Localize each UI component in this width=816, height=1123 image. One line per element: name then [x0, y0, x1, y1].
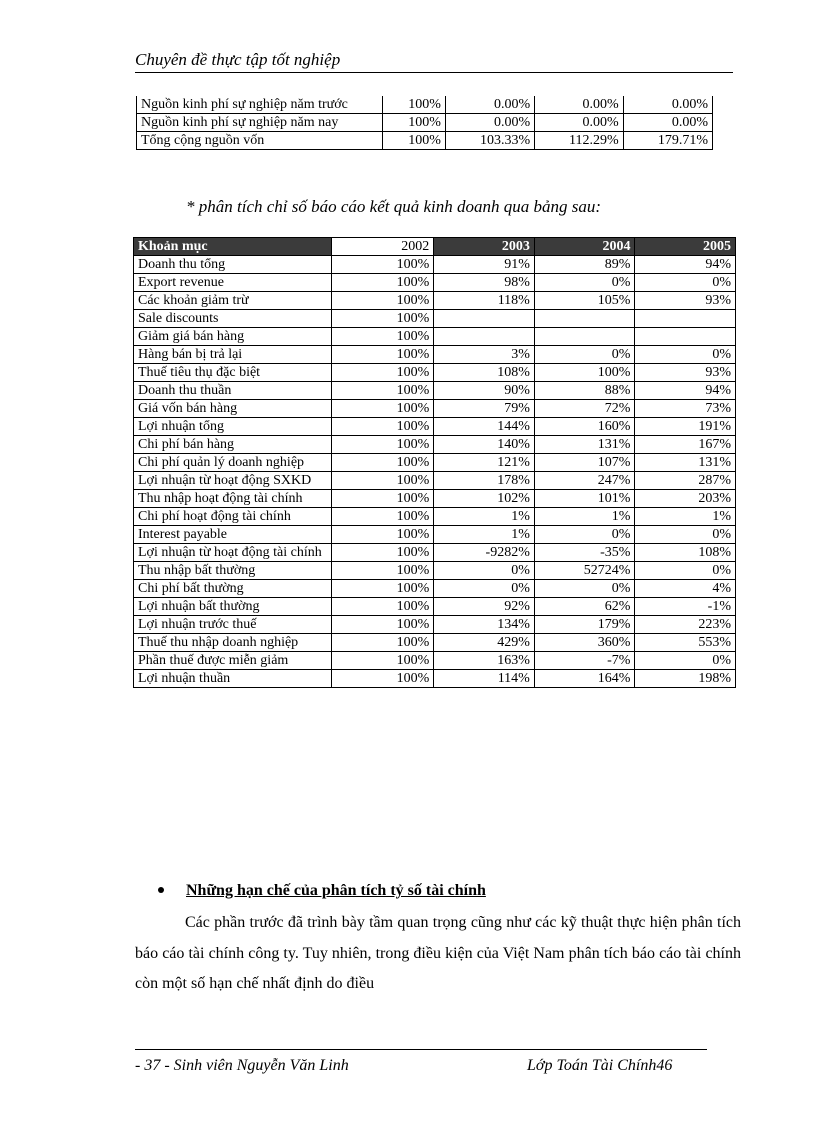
table-row: [134, 580, 736, 598]
cell: 100%: [383, 132, 446, 150]
cell: 100%: [383, 114, 446, 132]
cell: [635, 310, 736, 328]
table-header-row: [134, 238, 736, 256]
cell: 191%: [635, 418, 736, 436]
body-paragraph: [135, 908, 741, 1000]
row-label: Lợi nhuận tổng: [134, 418, 332, 436]
cell: [534, 328, 635, 346]
income-ratio-table: [133, 237, 736, 688]
table-row: [134, 436, 736, 454]
balance-table: [136, 96, 713, 150]
cell: 0%: [534, 580, 635, 598]
cell: 114%: [434, 670, 535, 688]
table-row: [134, 400, 736, 418]
cell: 160%: [534, 418, 635, 436]
cell: 1%: [635, 508, 736, 526]
cell: 0%: [635, 274, 736, 292]
row-label: Lợi nhuận từ hoạt động tài chính: [134, 544, 332, 562]
cell: 100%: [331, 292, 433, 310]
cell: 1%: [534, 508, 635, 526]
cell: 0.00%: [623, 96, 712, 114]
cell: 100%: [331, 472, 433, 490]
cell: 101%: [534, 490, 635, 508]
cell: 100%: [331, 382, 433, 400]
section-heading-text: Những hạn chế của phân tích tỷ số tài chính: [186, 882, 486, 899]
cell: 100%: [331, 400, 433, 418]
row-label: Các khoản giảm trừ: [134, 292, 332, 310]
table-row: [137, 114, 713, 132]
cell: -1%: [635, 598, 736, 616]
table-row: [137, 96, 713, 114]
table-row: [134, 310, 736, 328]
cell: 0.00%: [535, 96, 624, 114]
header-cell: 2003: [434, 238, 535, 256]
cell: 179.71%: [623, 132, 712, 150]
cell: 90%: [434, 382, 535, 400]
cell: 92%: [434, 598, 535, 616]
row-label: Chi phí hoạt động tài chính: [134, 508, 332, 526]
cell: 100%: [331, 562, 433, 580]
cell: 105%: [534, 292, 635, 310]
cell: 100%: [331, 346, 433, 364]
cell: 100%: [331, 310, 433, 328]
cell: 73%: [635, 400, 736, 418]
cell: 93%: [635, 364, 736, 382]
table-row: [134, 292, 736, 310]
cell: 108%: [434, 364, 535, 382]
row-label: Nguồn kinh phí sự nghiệp năm trước: [137, 96, 383, 114]
header-cell: Khoản mục: [134, 238, 332, 256]
cell: 1%: [434, 526, 535, 544]
cell: 0%: [635, 346, 736, 364]
cell: 100%: [331, 490, 433, 508]
cell: 1%: [434, 508, 535, 526]
cell: 0%: [635, 526, 736, 544]
table-row: [134, 418, 736, 436]
row-label: Doanh thu thuần: [134, 382, 332, 400]
table-row: [134, 562, 736, 580]
table-row: [134, 490, 736, 508]
cell: -9282%: [434, 544, 535, 562]
row-label: Lợi nhuận trước thuế: [134, 616, 332, 634]
cell: [434, 310, 535, 328]
row-label: Giảm giá bán hàng: [134, 328, 332, 346]
cell: 62%: [534, 598, 635, 616]
cell: -7%: [534, 652, 635, 670]
cell: 118%: [434, 292, 535, 310]
cell: 0.00%: [623, 114, 712, 132]
cell: 0%: [635, 562, 736, 580]
row-label: Chi phí quản lý doanh nghiệp: [134, 454, 332, 472]
cell: 112.29%: [535, 132, 624, 150]
cell: 100%: [331, 670, 433, 688]
cell: 107%: [534, 454, 635, 472]
cell: 0%: [534, 274, 635, 292]
table-row: [134, 508, 736, 526]
cell: 0%: [434, 580, 535, 598]
cell: 100%: [331, 328, 433, 346]
cell: 3%: [434, 346, 535, 364]
row-label: Interest payable: [134, 526, 332, 544]
cell: 100%: [331, 544, 433, 562]
table-row: [134, 526, 736, 544]
cell: 91%: [434, 256, 535, 274]
cell: 140%: [434, 436, 535, 454]
cell: 100%: [331, 598, 433, 616]
table-row: [134, 670, 736, 688]
cell: 144%: [434, 418, 535, 436]
table-row: [134, 364, 736, 382]
cell: -35%: [534, 544, 635, 562]
table-row: [137, 132, 713, 150]
cell: 360%: [534, 634, 635, 652]
cell: 100%: [331, 436, 433, 454]
cell: 93%: [635, 292, 736, 310]
cell: 179%: [534, 616, 635, 634]
cell: 247%: [534, 472, 635, 490]
row-label: Export revenue: [134, 274, 332, 292]
section-heading: [160, 882, 486, 900]
table-row: [134, 328, 736, 346]
cell: 198%: [635, 670, 736, 688]
cell: 0.00%: [445, 114, 534, 132]
cell: 0%: [434, 562, 535, 580]
cell: 223%: [635, 616, 736, 634]
header-cell: 2004: [534, 238, 635, 256]
table-row: [134, 544, 736, 562]
cell: 108%: [635, 544, 736, 562]
cell: 100%: [383, 96, 446, 114]
footer-left: - 37 - Sinh viên Nguyễn Văn Linh: [135, 1057, 349, 1074]
cell: 94%: [635, 256, 736, 274]
cell: 0%: [635, 652, 736, 670]
row-label: Nguồn kinh phí sự nghiệp năm nay: [137, 114, 383, 132]
cell: [635, 328, 736, 346]
cell: 429%: [434, 634, 535, 652]
table-row: [134, 652, 736, 670]
cell: 0%: [534, 346, 635, 364]
table-row: [134, 472, 736, 490]
table-row: [134, 274, 736, 292]
row-label: Chi phí bất thường: [134, 580, 332, 598]
cell: 163%: [434, 652, 535, 670]
cell: 203%: [635, 490, 736, 508]
bullet-icon: [158, 887, 164, 893]
row-label: Chi phí bán hàng: [134, 436, 332, 454]
cell: 131%: [635, 454, 736, 472]
cell: 164%: [534, 670, 635, 688]
cell: 52724%: [534, 562, 635, 580]
cell: 100%: [331, 274, 433, 292]
cell: [434, 328, 535, 346]
row-label: Phần thuế được miễn giảm: [134, 652, 332, 670]
cell: [534, 310, 635, 328]
table-row: [134, 598, 736, 616]
cell: 0%: [534, 526, 635, 544]
table-row: [134, 454, 736, 472]
cell: 167%: [635, 436, 736, 454]
footer-divider: [135, 1049, 707, 1050]
cell: 4%: [635, 580, 736, 598]
row-label: Thu nhập hoạt động tài chính: [134, 490, 332, 508]
row-label: Tổng cộng nguồn vốn: [137, 132, 383, 150]
cell: 178%: [434, 472, 535, 490]
cell: 100%: [331, 580, 433, 598]
row-label: Doanh thu tổng: [134, 256, 332, 274]
cell: 131%: [534, 436, 635, 454]
row-label: Hàng bán bị trả lại: [134, 346, 332, 364]
cell: 100%: [534, 364, 635, 382]
cell: 100%: [331, 616, 433, 634]
cell: 100%: [331, 526, 433, 544]
cell: 134%: [434, 616, 535, 634]
row-label: Thuế thu nhập doanh nghiệp: [134, 634, 332, 652]
row-label: Sale discounts: [134, 310, 332, 328]
cell: 287%: [635, 472, 736, 490]
cell: 100%: [331, 508, 433, 526]
cell: 553%: [635, 634, 736, 652]
header-cell: 2005: [635, 238, 736, 256]
row-label: Thu nhập bất thường: [134, 562, 332, 580]
table-row: [134, 616, 736, 634]
row-label: Giá vốn bán hàng: [134, 400, 332, 418]
cell: 100%: [331, 418, 433, 436]
cell: 79%: [434, 400, 535, 418]
row-label: Lợi nhuận thuần: [134, 670, 332, 688]
cell: 100%: [331, 364, 433, 382]
cell: 72%: [534, 400, 635, 418]
cell: 88%: [534, 382, 635, 400]
cell: 94%: [635, 382, 736, 400]
table-row: [134, 634, 736, 652]
cell: 121%: [434, 454, 535, 472]
cell: 102%: [434, 490, 535, 508]
cell: 100%: [331, 454, 433, 472]
footer-right: Lớp Toán Tài Chính46: [527, 1057, 673, 1074]
header-cell: 2002: [331, 238, 433, 256]
cell: 100%: [331, 652, 433, 670]
row-label: Lợi nhuận từ hoạt động SXKD: [134, 472, 332, 490]
page-header: Chuyên đề thực tập tốt nghiệp: [135, 50, 733, 73]
cell: 103.33%: [445, 132, 534, 150]
cell: 89%: [534, 256, 635, 274]
row-label: Lợi nhuận bất thường: [134, 598, 332, 616]
table-row: [134, 256, 736, 274]
table-row: [134, 346, 736, 364]
table-row: [134, 382, 736, 400]
cell: 0.00%: [445, 96, 534, 114]
paragraph-text: Các phần trước đã trình bày tầm quan trọng cũng như các kỹ thuật thực hiện phân tích báo cáo tài chính công ty. Tuy nhiên, trong điều kiện của Việt Nam phân tích báo cáo tài chính còn một số hạn chế nhất định do điều: [135, 914, 741, 992]
cell: 98%: [434, 274, 535, 292]
table-caption: * phân tích chỉ số báo cáo kết quả kinh doanh qua bảng sau:: [186, 197, 602, 216]
cell: 100%: [331, 634, 433, 652]
cell: 0.00%: [535, 114, 624, 132]
cell: 100%: [331, 256, 433, 274]
row-label: Thuế tiêu thụ đặc biệt: [134, 364, 332, 382]
